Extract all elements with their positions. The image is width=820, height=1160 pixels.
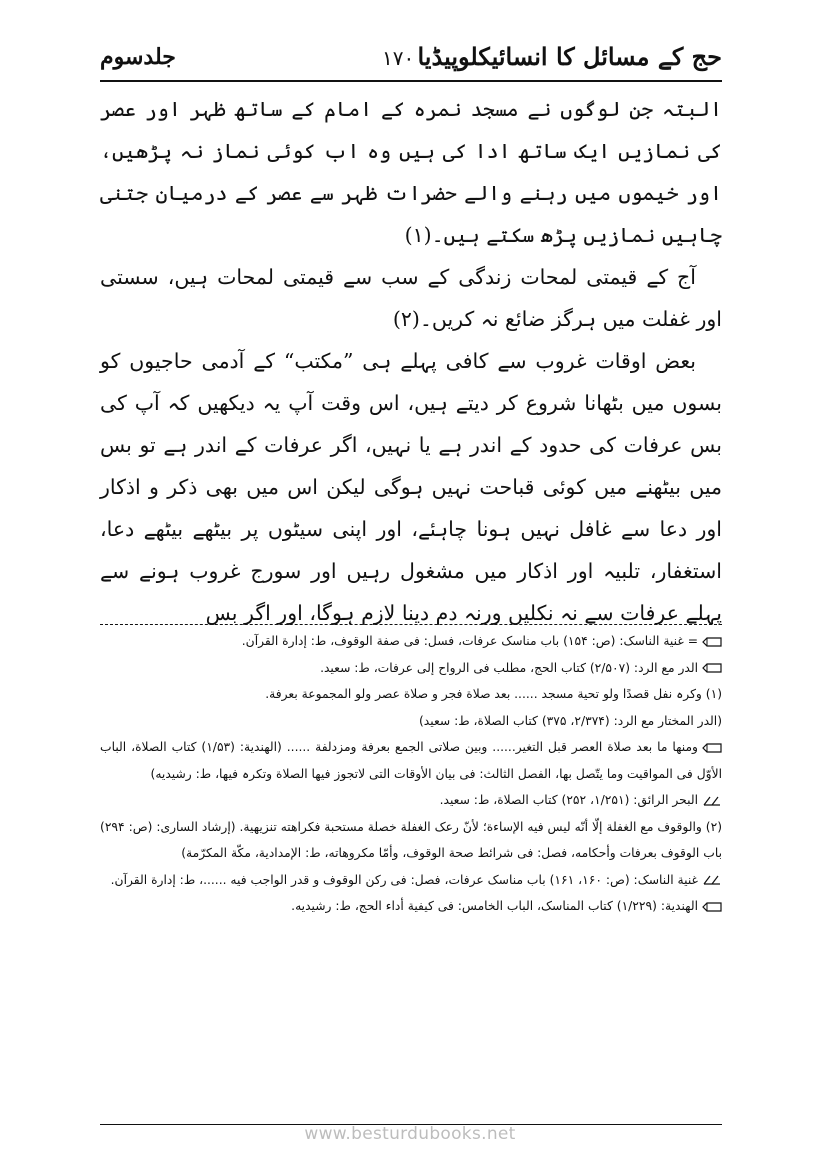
- book-icon: [702, 902, 722, 912]
- page-header: [100, 38, 722, 82]
- footnote: غنیة الناسک: (ص: ۱۶۰، ۱۶۱) باب مناسک عرفات، فصل: فی رکن الوقوف و قدر الواجب فیه ......، ط: إدارة القرآن.: [100, 867, 722, 894]
- book-icon: [702, 663, 722, 673]
- open-book-icon: [702, 875, 722, 885]
- open-book-icon: [702, 796, 722, 806]
- page-number: ۱۷۰: [382, 46, 415, 70]
- footnote: الهندیة: (۱/۲۲۹) کتاب المناسک، الباب الخامس: فی کیفیة أداء الحج، ط: رشیدیه.: [100, 893, 722, 920]
- watermark: www.besturdubooks.net: [304, 1124, 516, 1144]
- paragraph: آج کے قیمتی لمحات زندگی کے سب سے قیمتی لمحات ہیں، سستی اور غفلت میں ہرگز ضائع نہ کریں۔(۲): [100, 265, 722, 331]
- footnote: (الدر المختار مع الرد: (۲/۳۷۴، ۳۷۵) کتاب الصلاة، ط: سعید): [419, 713, 722, 728]
- footnote: البحر الرائق: (۱/۲۵۱، ۲۵۲) کتاب الصلاة، ط: سعید.: [100, 787, 722, 814]
- footnote: (۲) والوقوف مع الغفلة إلّا أنّه لیس فیه الإساءة؛ لأنّ رعک الغفلة خصلة مستحبة فکراهته تنزیهیة. (إرشاد الساری: (ص: ۲۹۴) باب الوقوف بعرفات وأحکامه، فصل: فی شرائط صحة الوقوف، وأمّا مکروهاته، ط: الإمدادیة، مکّة المکرّمة): [100, 819, 722, 860]
- volume-label: جلدسوم: [100, 44, 176, 70]
- footnote: ومنها ما بعد صلاة العصر قبل التغیر...... وبین صلاتی الجمع بعرفة ومزدلفة ...... (الهندیة: (۱/۵۳) کتاب الصلاة، الباب الأوّل فی المواقیت وما یتّصل بها، الفصل الثالث: فی بیان الأوقات التی لاتجوز فیها الصلاة وتکرہ فیها، ط: رشیدیه): [100, 740, 722, 781]
- footnotes: [100, 628, 722, 920]
- footnote: الدر مع الرد: (۲/۵۰۷) کتاب الحج، مطلب فی الرواح إلی عرفات، ط: سعید.: [100, 655, 722, 682]
- footnote: (۱) وکرہ نفل قصدًا ولو تحیة مسجد ...... بعد صلاة فجر و صلاة عصر ولو المجموعة بعرفة.: [265, 687, 722, 701]
- main-text: [100, 88, 722, 634]
- footnote-separator: [100, 624, 722, 625]
- book-icon: [702, 637, 722, 647]
- footnote: = غنیة الناسک: (ص: ۱۵۴) باب مناسک عرفات، فسل: فی صفة الوقوف، ط: إدارة القرآن.: [100, 628, 722, 655]
- paragraph: بعض اوقات غروب سے کافی پہلے ہی ”مکتب“ کے آدمی حاجیوں کو بسوں میں بٹھانا شروع کر دیتے ہیں، اس وقت آپ یہ دیکھیں کہ آپ کی بس عرفات کی حدود کے اندر ہے یا نہیں، اگر عرفات کے اندر ہے تو بس میں بیٹھنے میں کوئی قباحت نہیں ہوگی لیکن اس میں بھی ذکر و اذکار اور دعا سے غافل نہیں ہونا چاہئے، اور اپنی سیٹوں پر بیٹھے بیٹھے دعا، استغفار، تلبیہ اور اذکار میں مشغول رہیں اور سورج غروب ہونے سے پہلے عرفات سے نہ نکلیں ورنہ دم دینا لازم ہوگا، اور اگر بس: [100, 349, 722, 625]
- header-rule: [100, 80, 722, 82]
- book-icon: [702, 743, 722, 753]
- paragraph: البتہ جن لوگوں نے مسجد نمرہ کے امام کے ساتھ ظہر اور عصر کی نمازیں ایک ساتھ ادا کی ہیں وہ اب کوئی نماز نہ پڑھیں، اور خیموں میں رہنے والے حضرات ظہر سے عصر کے درمیان جتنی چاہیں نمازیں پڑھ سکتے ہیں۔(۱): [100, 97, 722, 247]
- book-title: حج کے مسائل کا انسائیکلوپیڈیا: [417, 42, 722, 71]
